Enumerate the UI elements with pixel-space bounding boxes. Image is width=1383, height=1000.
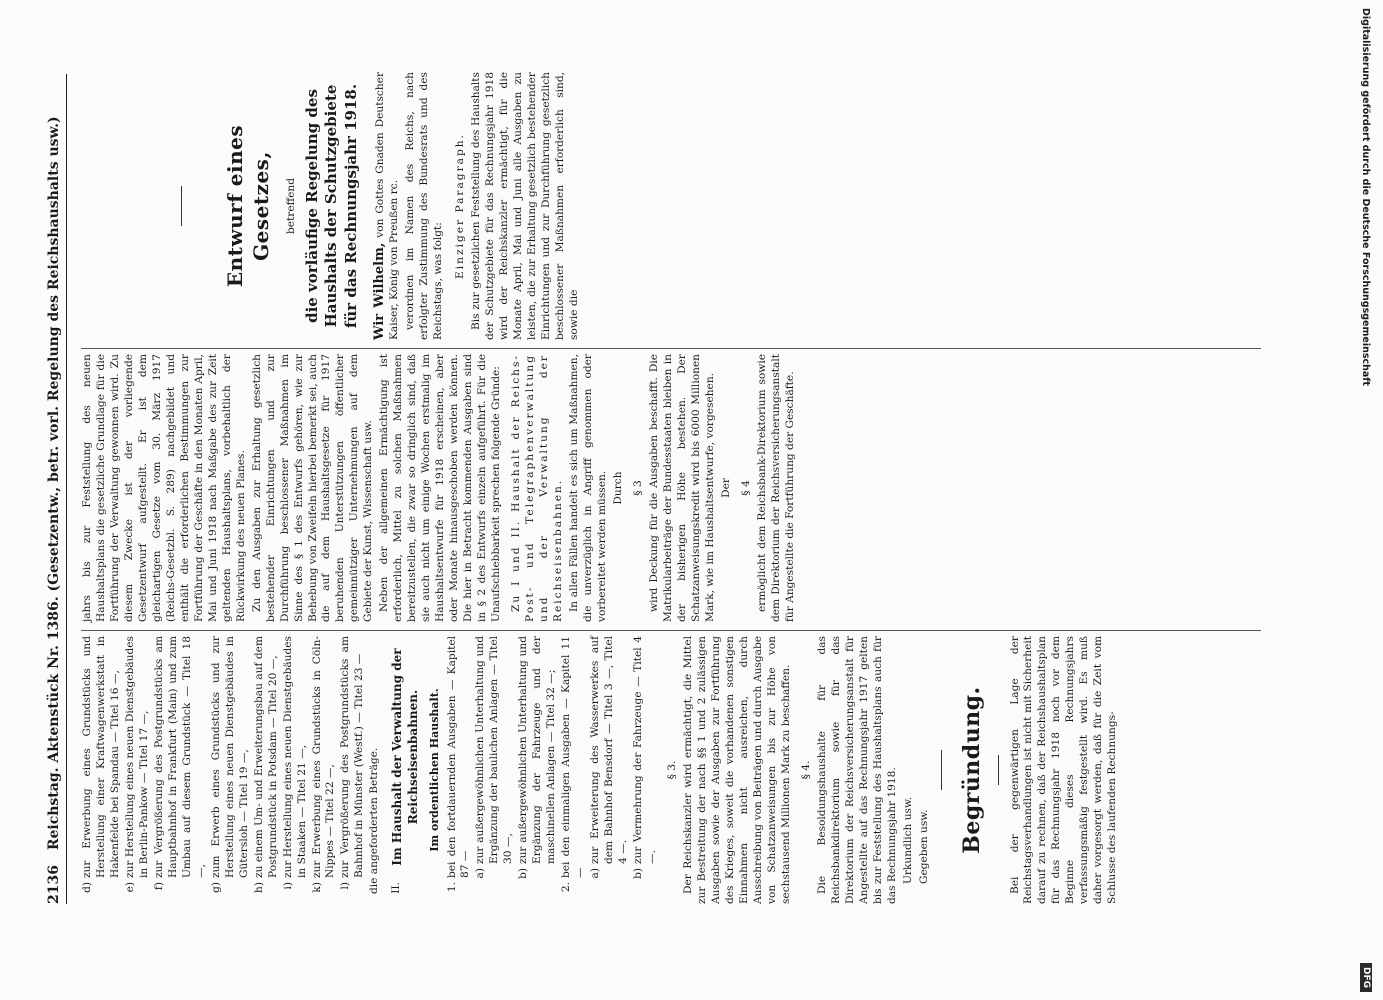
list-item: i) zur Herstellung eines neuen Dienstgebäudes in Staaken — Titel 21 —, <box>281 636 308 890</box>
running-header <box>45 74 67 904</box>
section-3-text: Der Reichskanzler wird ermächtigt, die Mittel zur Bestreitung der nach §§ 1 und 2 zulässigen Ausgaben sowie der Ausgaben zur Fortführung des Krieges, soweit die vorhandenen sonstigen Einnahmen nicht ausreichen, durch Ausschreibung von Beiträgen und durch Ausgabe von Schatzanweisungen bis zur Höhe von sechstausend Millionen Mark zu beschaffen. <box>682 636 792 904</box>
intro-paragraph: verordnen im Namen des Reichs, nach erfolgter Zustimmung des Bundesrats und des Reichstags, was folgt: <box>404 72 445 340</box>
credit-text: Digitalisierung gefördert durch die Deutsche Forschungsgemeinschaft <box>1360 8 1372 386</box>
paragraph: Neben der allgemeinen Ermächtigung ist erforderlich, Mittel zu solchen Maßnahmen bereitzustellen, die zwar so dringlich sind, daß sie auch nicht um einige Wochen erstmalig im Haushaltsentwurfe für 1918 erscheinen, aber oder Monate hinausgeschoben werden können. Die hier in Betracht kommenden Ausgaben sind in § 2 des Entwurfs einzeln aufgeführt. Für die Unaufschiebbarkeit sprechen folgende Gründe: <box>378 354 503 622</box>
paragraph-heading: Einziger Paragraph. <box>454 133 467 279</box>
intro-bold: Wir Wilhelm, <box>372 242 388 340</box>
closing-line: Urkundlich usw. <box>901 796 914 884</box>
list-item: b) zur Vermehrung der Fahrzeuge — Titel 4 —. <box>632 636 659 879</box>
list-item: d) zur Erwerbung eines Grundstücks und Herstellung einer Kraftwagenwerkstatt in Hakenfelde bei Spandau — Titel 16 —, <box>81 636 121 893</box>
list-item: b) zur außergewöhnlichen Unterhaltung und Ergänzung der Fahrzeuge und der maschinellen Anlagen — Titel 32 —; <box>517 636 558 879</box>
column-divider <box>81 630 1261 631</box>
list-item: 1. bei den fortdauernden Ausgaben — Kapitel 87 — <box>445 636 472 893</box>
section-marker: II. <box>390 882 403 894</box>
paragraph: Der <box>719 478 732 498</box>
list-item: k) zur Erwerbung eines Grundstücks in Cöln-Nippes — Titel 22 —, <box>310 636 337 893</box>
column-2 <box>81 354 799 622</box>
paragraph: Zu den Ausgaben zur Erhaltung gesetzlich bestehender Einrichtungen und zur Durchführung beschlossener Maßnahmen im Sinne des § 1 des Entwurfs gehören, wie zur Behebung von Zweifeln hierbei bemerkt sei, auch die auf dem Haushaltsgesetze für 1917 beruhenden Unterstützungen öffentlicher gemeinnütziger Unternehmungen auf dem Gebiete der Kunst, Wissenschaft usw. <box>250 354 375 622</box>
section-4-heading: § 4 <box>739 480 752 496</box>
page-number: 2136 <box>46 865 62 904</box>
column-1 <box>81 636 1122 904</box>
intro-line <box>371 72 402 340</box>
paragraph: Durch <box>611 471 624 505</box>
column-divider <box>81 348 1261 349</box>
divider <box>181 186 182 226</box>
closing-line: Gegeben usw. <box>917 809 930 884</box>
column-3 <box>81 72 584 340</box>
betreffend: betreffend <box>284 177 297 235</box>
list-item: l) zur Vergrößerung des Postgrundstücks am Bahnhof in Münster (Westf.) — Titel 23 — <box>339 636 366 890</box>
list-item: e) zur Herstellung eines neuen Dienstgebäudes in Berlin-Pankow — Titel 17 —, <box>123 636 150 893</box>
divider <box>998 755 999 785</box>
paragraph: Bis zur gesetzlichen Feststellung des Haushalts der Schutzgebiete für das Rechnungsjahr 1918 wird der Reichskanzler ermächtigt, für die Monate April, Mai und Juni alle Ausgaben zu leisten, die zur Erhaltung gesetzlich bestehender Einrichtungen und zur Durchführung gesetzlich beschlossener Maßnahmen erforderlich sind, sowie die <box>470 72 581 340</box>
running-title: Reichstag. Aktenstück Nr. 1386. (Gesetzentw., betr. vorl. Regelung des Reichshaushalts usw.) <box>46 116 62 851</box>
paragraph: wird Deckung für die Ausgaben beschafft. Die Matrikularbeiträge der Bundesstaaten bleiben in der bisherigen Höhe bestehen. Der Schatzanweisungskredit wird bis 6000 Millionen Mark, wie im Haushaltsentwurfe, vorgesehen. <box>647 354 716 622</box>
begruendung-text: Bei der gegenwärtigen Lage der Reichstagsverhandlungen ist nicht mit Sicherheit darauf zu rechnen, daß der Reichshaushaltsplan für das Rechnungsjahr 1918 noch vor dem Beginne dieses Rechnungsjahrs verfassungsmäßig festgestellt wird. Es muß daher vorgesorgt werden, daß für die Zeit vom Schlusse des laufenden Rechnungs- <box>1008 636 1119 904</box>
draft-subtitle: die vorläufige Regelung des Haushalts der Schutzgebiete für das Rechnungsjahr 1918. <box>302 83 360 329</box>
digitization-credit <box>1353 8 1379 992</box>
paragraph: jahrs bis zur Feststellung des neuen Haushaltsplans die gesetzliche Grundlage für die Fortführung der Verwaltung gewonnen wird. Zu diesem Zwecke ist der vorliegende Gesetzentwurf aufgestellt. Er ist dem gleichartigen Gesetze vom 30. März 1917 (Reichs-Gesetzbl. S. 289) nachgebildet und enthält die erforderlichen Bestimmungen zur Fortführung der Geschäfte in den Monaten April, Mai und Juni 1918 nach Maßgabe des zur Zeit geltenden Haushaltsplans, vorbehaltlich der Rückwirkung des neuen Planes. <box>81 354 247 622</box>
list-item: g) zum Erwerb eines Grundstücks und zur Herstellung eines neuen Dienstgebäudes in Gütersloh — Titel 19 —, <box>209 636 250 893</box>
section-heading <box>390 636 422 904</box>
amounts-line: die angeforderten Beträge. <box>368 747 381 894</box>
intro-rest: von Gottes Gnaden Deutscher Kaiser, König von Preußen rc. <box>374 71 401 340</box>
divider <box>941 750 942 790</box>
list-item: a) zur außergewöhnlichen Unterhaltung und Ergänzung der baulichen Anlagen — Titel 30 —, <box>474 636 515 879</box>
section-4-text: Die Besoldungshaushalte für das Reichsbankdirektorium sowie für das Direktorium der Reichsversicherungsanstalt für Angestellte auf das Rechnungsjahr 1917 gelten bis zur Feststellung des Haushaltsplans auch für das Rechnungsjahr 1918. <box>815 636 898 904</box>
section-4-heading: § 4. <box>799 760 812 780</box>
section-3-heading: § 3 <box>631 480 644 496</box>
list-item: a) zur Erweiterung des Wasserwerkes auf dem Bahnhof Bensdorf — Titel 3 —, Titel 4 —. <box>589 636 630 879</box>
section-title: Im Haushalt der Verwaltung der Reichseisenbahnen. <box>390 648 421 866</box>
section-3-heading: § 3. <box>666 760 679 780</box>
draft-title: Entwurf eines Gesetzes, <box>223 124 274 288</box>
dfg-logo: DFG <box>1360 963 1372 992</box>
printed-page <box>35 62 1275 922</box>
begruendung-title: Begründung. <box>959 686 986 854</box>
subsection-title: Im ordentlichen Haushalt. <box>428 688 441 852</box>
paragraph: Zu I und II. Haushalt der Reichs-Post- und Telegraphenverwaltung und der Verwaltung der Reichseisenbahnen. <box>510 354 564 622</box>
list-item: 2. bei den einmaligen Ausgaben — Kapitel 11 — <box>560 636 587 893</box>
paragraph: ermöglicht dem Reichsbank-Direktorium sowie dem Direktorium der Reichsversicherungsanstalt für Angestellte die Fortführung der Geschäfte. <box>755 354 796 622</box>
paragraph: In allen Fällen handelt es sich um Maßnahmen, die unverzüglich in Angriff genommen oder vorbereitet werden müssen. <box>567 354 608 622</box>
list-item: h) zu einem Um- und Erweiterungsbau auf dem Postgrundstück in Potsdam — Titel 20 —, <box>252 636 279 893</box>
list-item: f) zur Vergrößerung des Postgrundstücks am Hauptbahnhof in Frankfurt (Main) und zum Umbau auf diesem Grundstück — Titel 18 —, <box>152 636 207 891</box>
